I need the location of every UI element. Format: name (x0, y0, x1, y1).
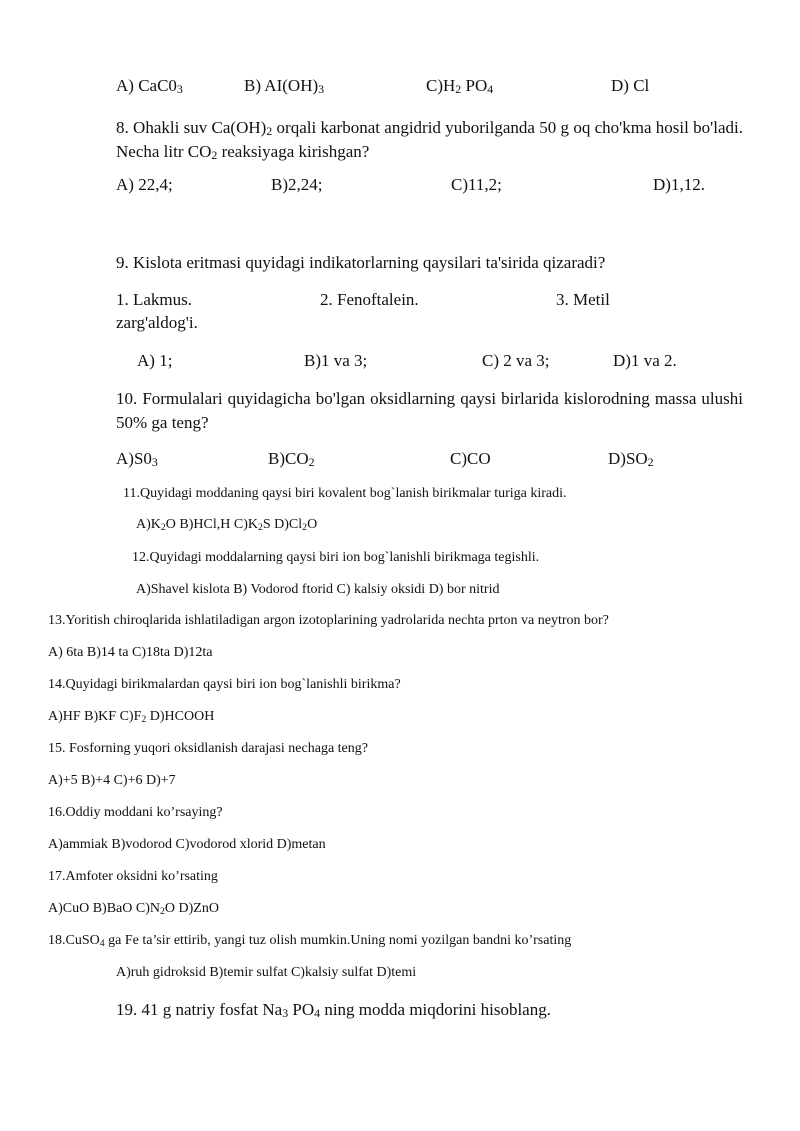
q19-question: 19. 41 g natriy fosfat $Na_3$ $PO_4$ ning modda miqdorini hisoblang. (116, 1000, 551, 1020)
q12-options: A)Shavel kislota B) Vodorod ftorid C) kalsiy oksidi D) bor nitrid (136, 582, 500, 597)
q8-option-b: B)2,24; (271, 175, 323, 194)
q7-option-c: $C)H_2$ $PO_4$ (426, 76, 494, 96)
q10-option-b: $B)CO_2$ (268, 449, 315, 469)
q9-item-3: 3. Metil (556, 290, 610, 309)
q7-option-a: A) $CaC0_3$ (116, 76, 183, 96)
q18-options: A)ruh gidroksid B)temir sulfat C)kalsiy sulfat D)temi (116, 965, 417, 980)
q15-options: A)+5 B)+4 C)+6 D)+7 (48, 773, 176, 788)
q10-question: 10. Formulalari quyidagicha bo'lgan oksidlarning qaysi birlarida kislorodning massa ulushi 50% ga teng? (116, 389, 743, 432)
q9-question: 9. Kislota eritmasi quyidagi indikatorlarning qaysilari ta'sirida qizaradi? (116, 253, 606, 272)
q9-item-2: 2. Fenoftalein. (320, 290, 419, 309)
q10-option-c: C)CO (450, 449, 491, 468)
q7-option-d: D) Cl (611, 76, 650, 95)
q8-option-c: C)11,2; (451, 175, 502, 194)
q8-option-d: D)1,12. (653, 175, 705, 194)
q9-option-a: A) 1; (137, 351, 173, 370)
q9-option-b: B)1 va 3; (304, 351, 368, 370)
q14-question: 14.Quyidagi birikmalardan qaysi biri ion bog`lanishli birikma? (48, 677, 401, 692)
q9-item-3-continued: zarg'aldog'i. (116, 313, 198, 332)
q11-options: $A)K_2O$ B)HCl,H $C)K_2S$ $D)Cl_2O$ (136, 517, 318, 533)
q17-question: 17.Amfoter oksidni ko’rsating (48, 869, 218, 884)
q16-question: 16.Oddiy moddani ko’rsaying? (48, 805, 223, 820)
q9-option-d: D)1 va 2. (613, 351, 677, 370)
q16-options: A)ammiak B)vodorod C)vodorod xlorid D)metan (48, 837, 326, 852)
q11-question: 11.Quyidagi moddaning qaysi biri kovalent bog`lanish birikmalar turiga kiradi. (123, 486, 567, 501)
q9-item-1: 1. Lakmus. (116, 290, 193, 309)
q12-question: 12.Quyidagi moddalarning qaysi biri ion bog`lanishli birikmaga tegishli. (132, 550, 540, 565)
q13-question: 13.Yoritish chiroqlarida ishlatiladigan argon izotoplarining yadrolarida nechta prton va neytron bor? (48, 613, 609, 628)
q10-option-a: $A)S0_3$ (116, 449, 158, 469)
q15-question: 15. Fosforning yuqori oksidlanish darajasi nechaga teng? (48, 741, 368, 756)
q10-option-d: $D)SO_2$ (608, 449, 654, 469)
q7-option-b: B) $AI(OH)_3$ (244, 76, 325, 96)
q8-question: 8. Ohakli suv $Ca(OH)_2$ orqali karbonat angidrid yuborilganda 50 g oq cho'kma hosil bo'ladi. Necha litr $CO_2$ reaksiyaga kirishgan? (116, 118, 743, 162)
q9-option-c: C) 2 va 3; (482, 351, 550, 370)
q18-question: 18.CuSO$_4$ ga Fe ta’sir ettirib, yangi tuz olish mumkin.Uning nomi yozilgan bandni ko’rsating (48, 933, 572, 949)
q13-options: A) 6ta B)14 ta C)18ta D)12ta (48, 645, 213, 660)
q17-options: A)CuO B)BaO $C)N_2O$ D)ZnO (48, 901, 219, 917)
q14-options: A)HF B)KF $C)F_2$ D)HCOOH (48, 709, 215, 725)
q8-option-a: A) 22,4; (116, 175, 173, 194)
